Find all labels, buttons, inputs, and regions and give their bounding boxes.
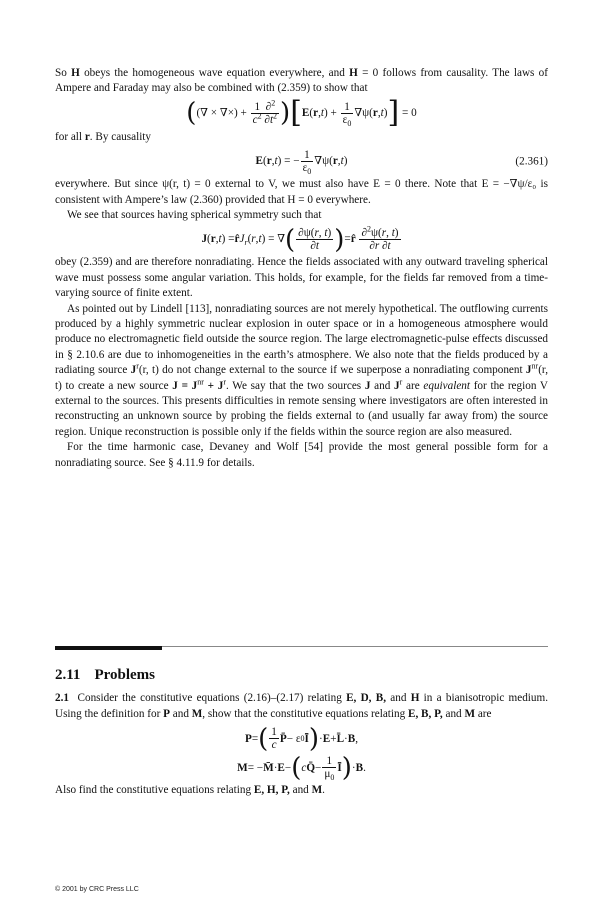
equation-constitutive-M: M = − M̄ · E − ( c Q̄ − $\frac{1}{\mu_0}$ Ī ) · B . [237, 752, 366, 783]
paragraph-4: We see that sources having spherical symmetry such that [67, 208, 322, 221]
paragraph-7: For the time harmonic case, Devaney and Wolf [54] provide the most general possible form for a nonradiating source. See § 4.11.9 for details. [55, 441, 548, 469]
section-divider [55, 646, 548, 654]
paragraph-1: So H obeys the homogeneous wave equation everywhere, and H = 0 follows from causality. The laws of Ampere and Faraday may also be combined with (2.359) to show that [55, 67, 548, 95]
page-body [55, 66, 548, 471]
divider-thick-bar [55, 646, 162, 650]
equation-combined: ( (∇ × ∇×) + $\frac{1 \partial^2}{c^2 \partial t^2}$ ) [ E ( r , t ) + $\frac{1}{\varepsilon_0}$ ∇ψ( r , t ) ] = 0 [186, 95, 417, 131]
problem-2-1: 2.1 Consider the constitutive equations (2.16)–(2.17) relating E, D, B, and H in a bianisotropic medium. Using the definition for P and M, show that the constitutive equations relating E, B, P, and M are [55, 692, 549, 720]
problem-2-1-followup: Also find the constitutive equations relating E, H, P, and M. [55, 784, 325, 797]
equation-number: (2.361) [515, 154, 548, 167]
paragraph-5: obey (2.359) and are therefore nonradiating. Hence the fields associated with any outward traveling spherical wave must possess some angular variation. This holds, for example, for the fields far removed from a time-varying source of finite extent. [55, 256, 548, 300]
paragraph-3: everywhere. But since ψ(r, t) = 0 external to V, we must also have E = 0 there. Note that E = −∇ψ/ε₀ is consistent with Ampere’s law (2.360) provided that H = 0 everywhere. [55, 178, 548, 206]
equation-constitutive-P: P = ( $\frac{1}{c}$ P̄ − ε 0 Ī ) · E + L̄ · B , [244, 723, 359, 754]
problems-section [55, 668, 548, 799]
paragraph-2: for all r. By causality [55, 130, 152, 143]
paragraph-6: As pointed out by Lindell [113], nonradiating sources are not merely hypothetical. The outflowing currents produced by a highly symmetric nuclear explosion in outer space or in a homogeneous atmosphere would produce no electromagnetic field outside the source region. The large electromagnetic-pulse effects discussed in § 2.10.6 are due to inhomogeneities in the earth’s atmosphere. We also note that the fields produced by a radiating source $J^r(r$, t) do not change external to the source if we superpose a nonradiating component $J^{nr}(r$, t) to create a new source $J = J^{nr} + J^r$. We say that the two sources J and $J^r$ are equivalent for the region V external to the sources. This presents difficulties in remote sensing where investigators are often interested in reconstructing an unknown source by probing the fields external to (and usually far away from) the source region. Unique reconstruction is possible only if the fields within the source region are also measured. [55, 302, 549, 438]
equation-spherical-source: J ( r , t ) = r̂ $J_r$ ( r , t ) = ∇ ( $\frac{\partial\psi(r, t)}{\partial t}$ ) = r̂ $\frac{\partial^2\psi(r, t)}{\partial r \partial t}$ [201, 224, 399, 255]
section-heading: 2.11 Problems [55, 667, 155, 683]
copyright-footer: © 2001 by CRC Press LLC [55, 886, 139, 893]
equation-2361: E ( r , t ) = − $\frac{1}{\varepsilon_0}$ ∇ψ( r , t ) (2.361) [255, 149, 548, 177]
